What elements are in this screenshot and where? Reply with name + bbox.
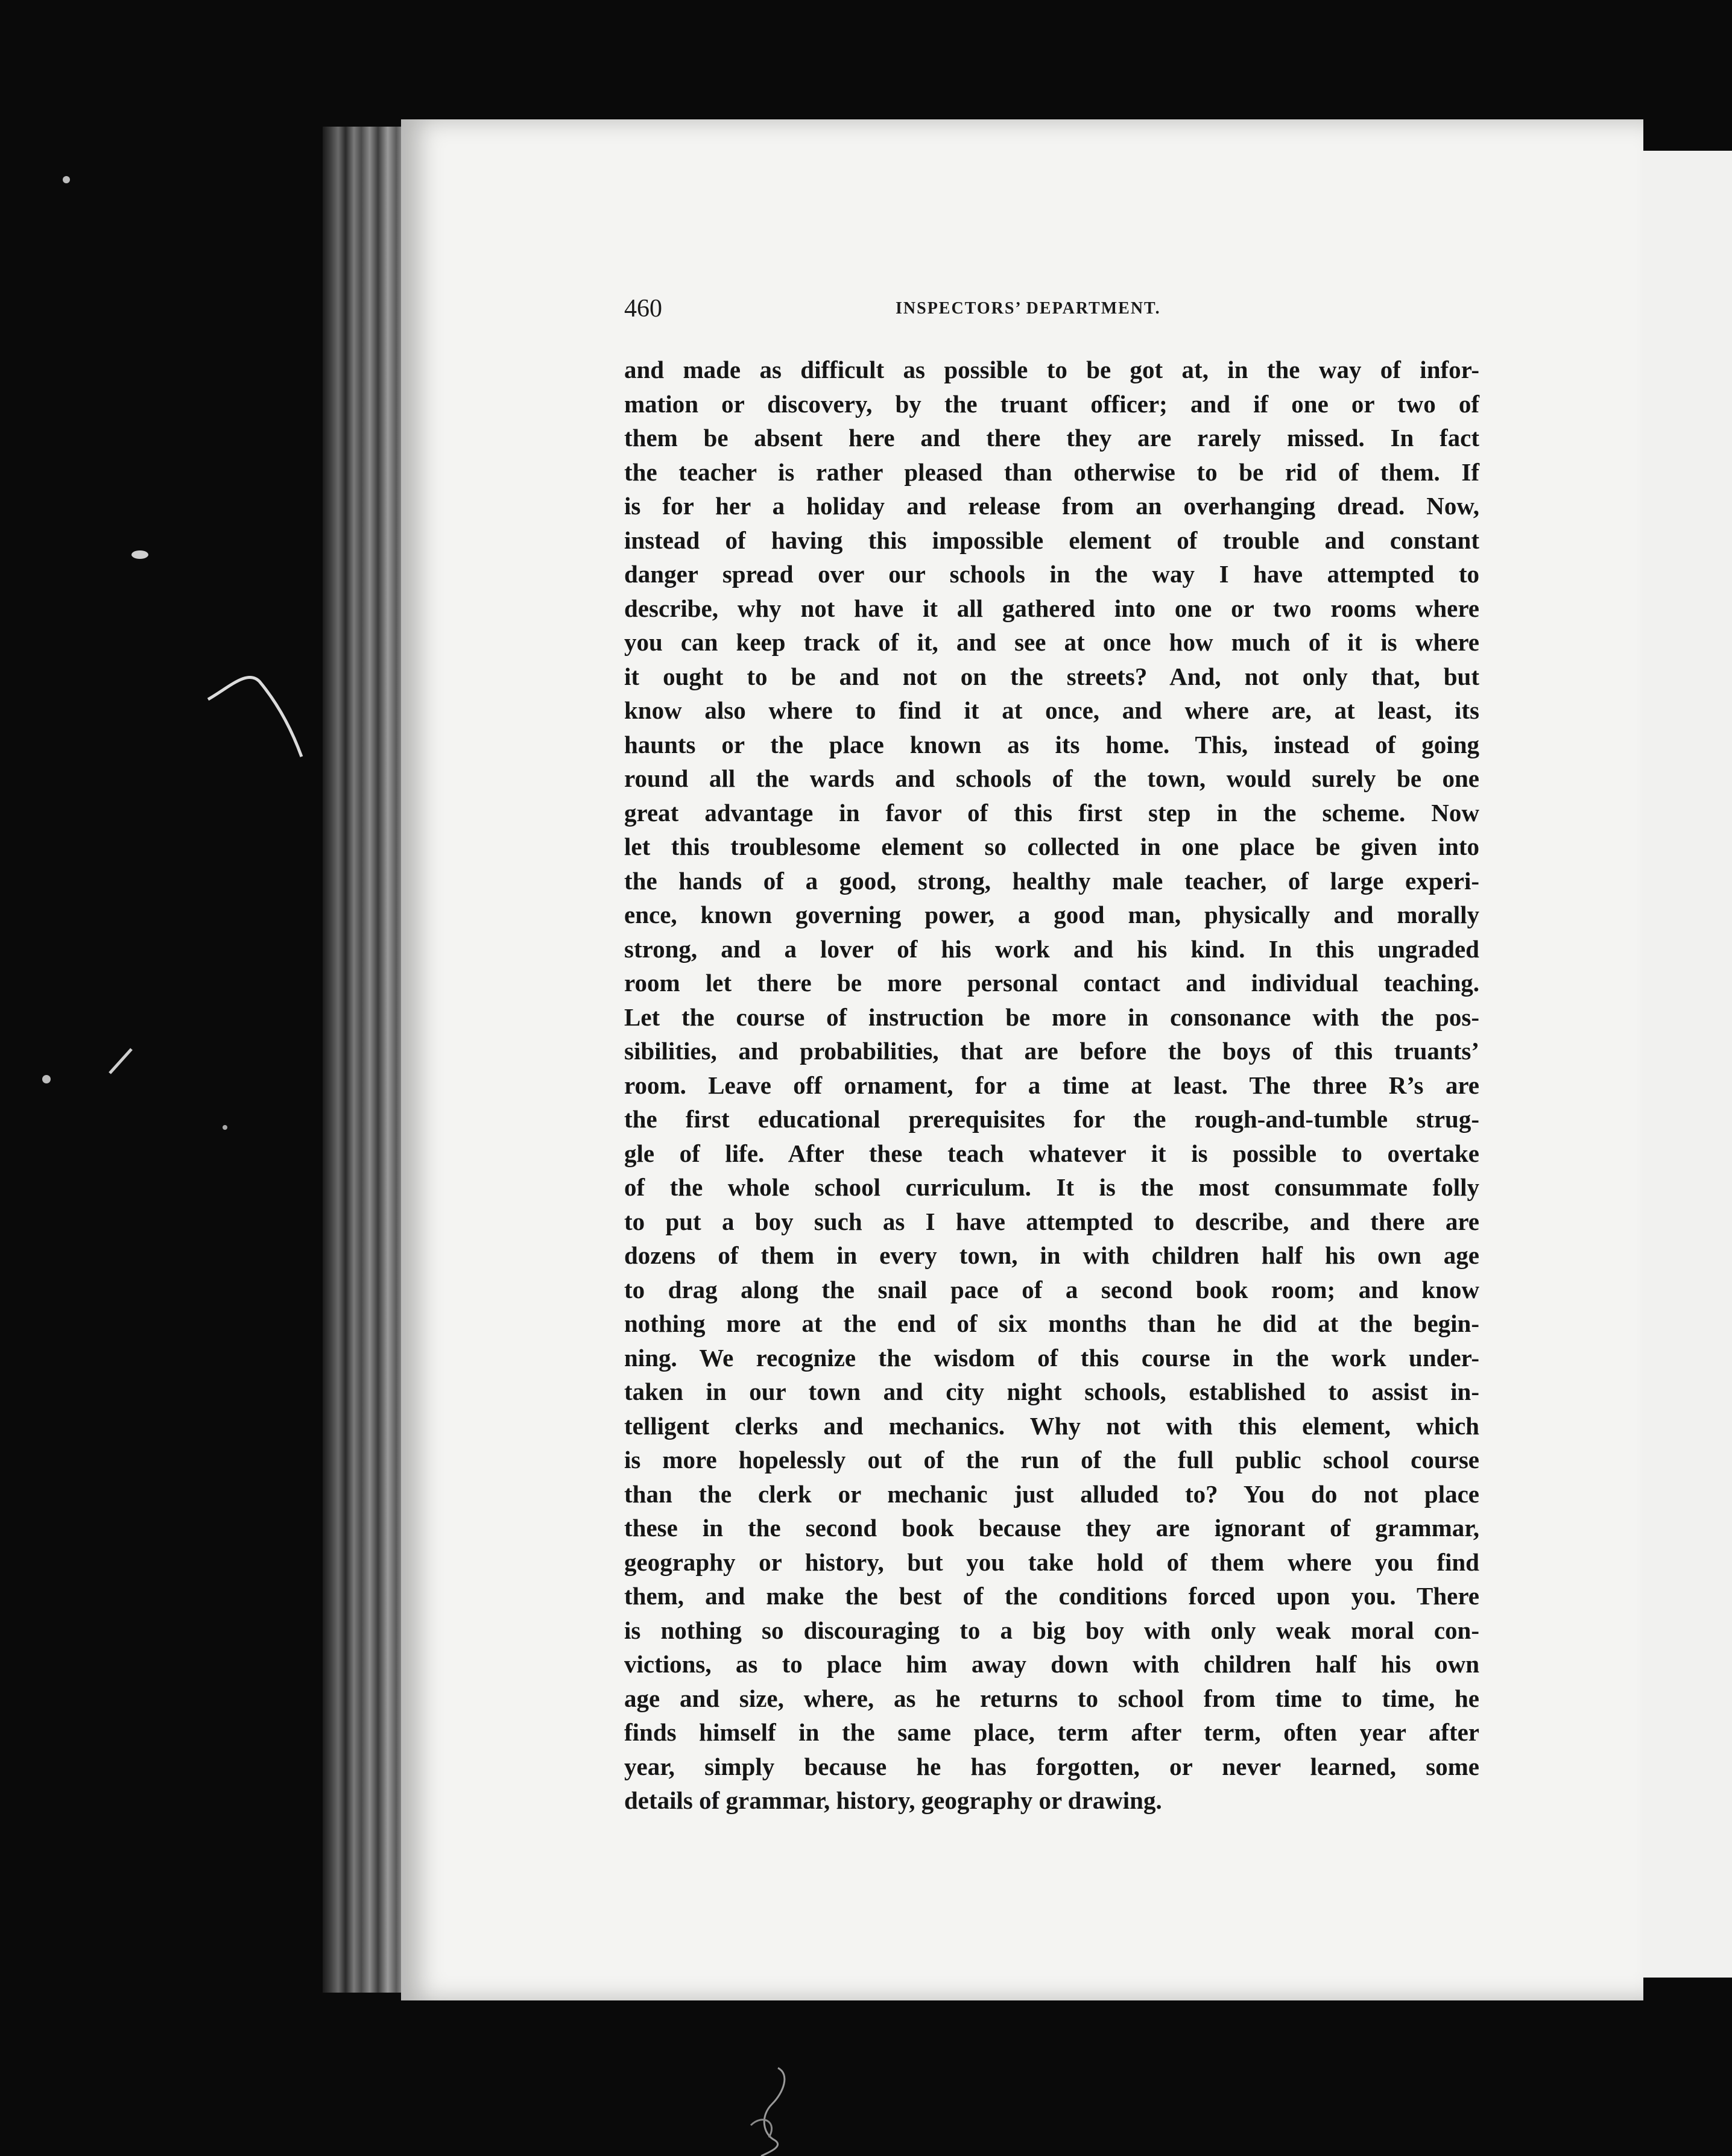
text-line: let this troublesome element so collected in one place be given into [624,833,1479,860]
text-line: details of grammar, history, geography or drawing. [624,1786,1162,1814]
text-line: geography or history, but you take hold of them where you find [624,1548,1479,1576]
text-line: room let there be more personal contact and individual teaching. [624,969,1479,997]
text-line: nothing more at the end of six months than he did at the begin- [624,1310,1479,1337]
text-line: is more hopelessly out of the run of the full public school course [624,1446,1479,1474]
text-line: than the clerk or mechanic just alluded to? You do not place [624,1480,1479,1508]
text-line: age and size, where, as he returns to school from time to time, he [624,1684,1479,1712]
text-line: sibilities, and probabilities, that are before the boys of this truants’ [624,1037,1479,1065]
dust-spot [63,176,70,183]
text-line: ence, known governing power, a good man, physically and morally [624,901,1479,928]
text-line: to put a boy such as I have attempted to describe, and there are [624,1207,1479,1235]
text-line: room. Leave off ornament, for a time at least. The three R’s are [624,1071,1479,1099]
text-line: is for her a holiday and release from an overhanging dread. Now, [624,492,1479,520]
text-line: describe, why not have it all gathered into one or two rooms where [624,594,1479,622]
facing-page-edge [1634,151,1732,1978]
dust-spot [42,1075,51,1083]
short-scratch [110,1049,131,1073]
text-line: the teacher is rather pleased than otherwise to be rid of them. If [624,458,1479,486]
text-line: instead of having this impossible element of trouble and constant [624,526,1479,554]
hair-scratch [208,677,302,757]
running-head [624,294,1215,328]
text-line: ning. We recognize the wisdom of this course in the work under- [624,1343,1479,1372]
text-line: finds himself in the same place, term after term, often year after [624,1718,1479,1746]
text-line: strong, and a lover of his work and his kind. In this ungraded [624,935,1479,963]
text-line: of the whole school curriculum. It is the most consummate folly [624,1173,1479,1201]
text-line: you can keep track of it, and see at once how much of it is where [624,628,1479,656]
text-line: dozens of them in every town, in with children half his own age [624,1241,1479,1269]
dust-spot [223,1125,227,1130]
text-line: these in the second book because they are ignorant of grammar, [624,1514,1479,1542]
text-line: the hands of a good, strong, healthy male teacher, of large experi- [624,866,1479,895]
text-line: Let the course of instruction be more in consonance with the pos- [624,1003,1479,1031]
text-line: the first educational prerequisites for the rough-and-tumble strug- [624,1105,1479,1133]
page-number: 460 [624,295,662,323]
dust-spot [131,550,148,559]
text-line: victions, as to place him away down with children half his own [624,1650,1479,1678]
text-line: it ought to be and not on the streets? And, not only that, but [624,662,1479,690]
text-line: taken in our town and city night schools, established to assist in- [624,1378,1479,1405]
body-text [624,353,1479,1818]
bottom-scrawl [761,2068,785,2156]
text-line: telligent clerks and mechanics. Why not with this element, which [624,1411,1479,1440]
text-line: round all the wards and schools of the town, would surely be one [624,764,1479,792]
running-title: INSPECTORS’ DEPARTMENT. [896,299,1161,318]
text-line: to drag along the snail pace of a second book room; and know [624,1275,1479,1303]
text-line: mation or discovery, by the truant officer; and if one or two of [624,389,1479,418]
text-line: danger spread over our schools in the way I have attempted to [624,560,1479,588]
text-line: great advantage in favor of this first step in the scheme. Now [624,798,1479,827]
text-line: them be absent here and there they are rarely missed. In fact [624,424,1479,452]
text-line: them, and make the best of the conditions forced upon you. There [624,1582,1479,1610]
text-line: know also where to find it at once, and where are, at least, its [624,696,1479,724]
text-line: haunts or the place known as its home. This, instead of going [624,730,1479,758]
text-line: is nothing so discouraging to a big boy with only weak moral con- [624,1616,1479,1644]
text-line: year, simply because he has forgotten, or never learned, some [624,1752,1479,1780]
text-line: and made as difficult as possible to be got at, in the way of infor- [624,356,1479,383]
text-line: gle of life. After these teach whatever it is possible to overtake [624,1139,1479,1167]
